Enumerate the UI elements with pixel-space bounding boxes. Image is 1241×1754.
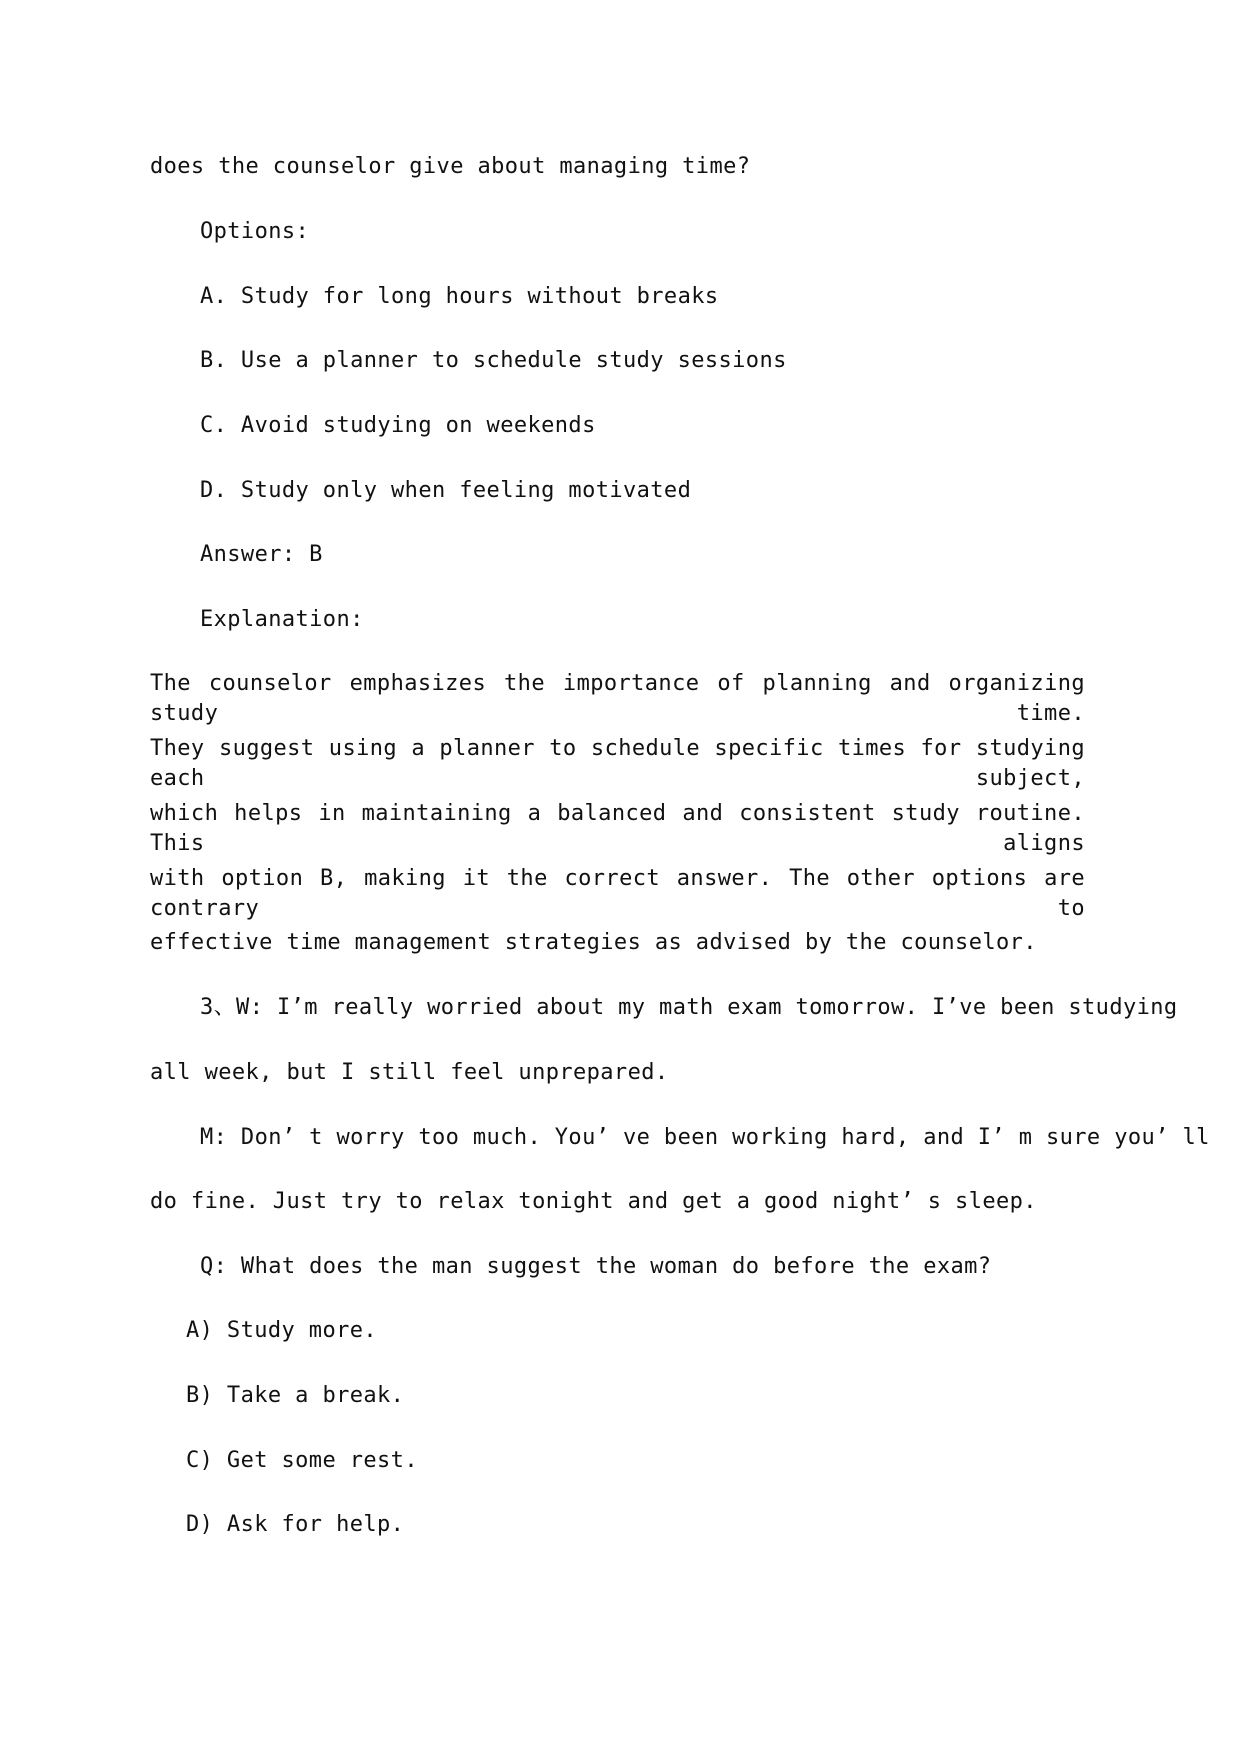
option-c: C. Avoid studying on weekends [200,413,596,438]
options-heading: Options: [200,219,310,244]
choice-b: B) Take a break. [186,1383,405,1408]
answer: Answer: B [200,542,323,567]
explanation-line: The counselor emphasizes the importance of planning and organizing study time. [150,671,1085,726]
dialogue-woman: 3、W: I’m really worried about my math exam tomorrow. I’ve been studying [200,995,1178,1020]
explanation-line: effective time management strategies as advised by the counselor. [150,930,1037,955]
option-b: B. Use a planner to schedule study sessions [200,348,787,373]
explanation-line: They suggest using a planner to schedule specific times for studying each subject, [150,736,1085,791]
question: Q: What does the man suggest the woman do before the exam? [200,1254,992,1279]
choice-a: A) Study more. [186,1318,378,1343]
question-continuation: does the counselor give about managing time? [150,154,751,179]
dialogue-woman-continued: all week, but I still feel unprepared. [150,1060,669,1085]
explanation-heading: Explanation: [200,607,364,632]
option-a: A. Study for long hours without breaks [200,284,719,309]
option-d: D. Study only when feeling motivated [200,478,692,503]
explanation-line: with option B, making it the correct answer. The other options are contrary to [150,866,1085,921]
choice-c: C) Get some rest. [186,1448,418,1473]
dialogue-man-continued: do fine. Just try to relax tonight and get a good night’ s sleep. [150,1189,1037,1214]
choice-d: D) Ask for help. [186,1512,405,1537]
explanation-line: which helps in maintaining a balanced and consistent study routine. This aligns [150,801,1085,856]
dialogue-man: M: Don’ t worry too much. You’ ve been working hard, and I’ m sure you’ ll [200,1125,1210,1150]
